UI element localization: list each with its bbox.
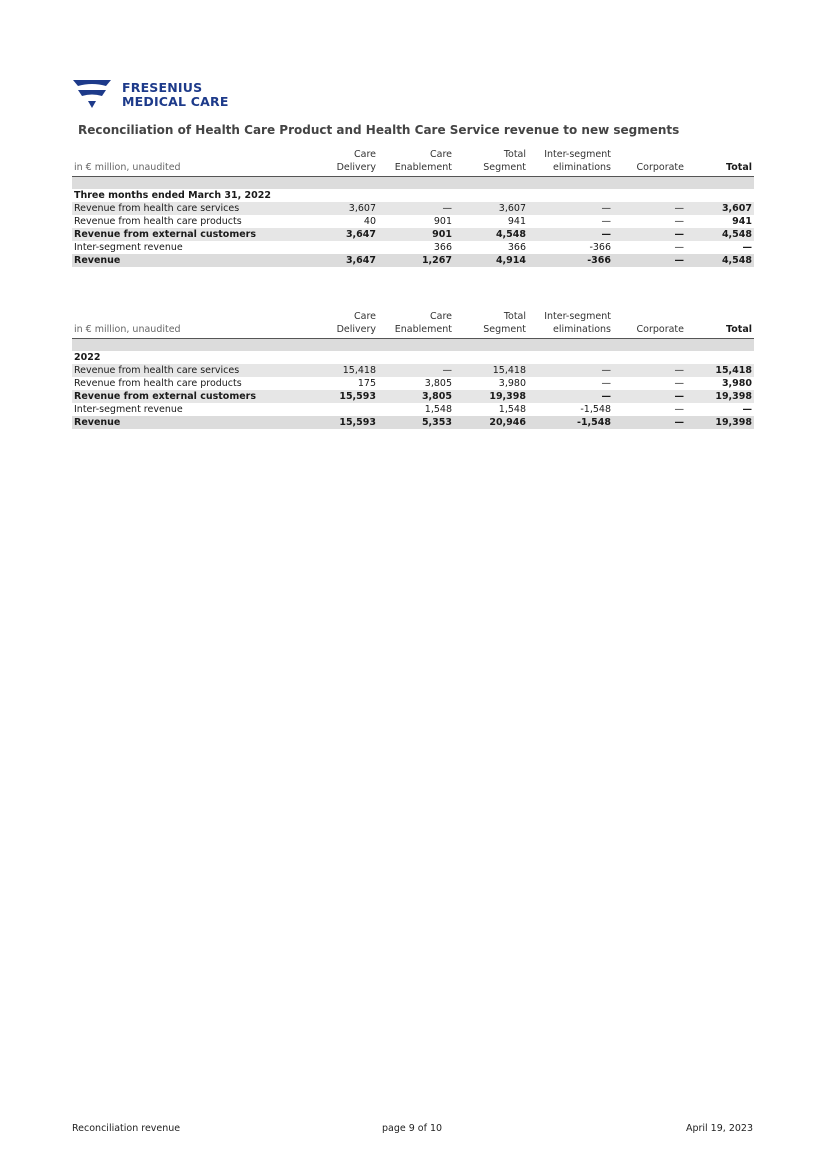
- fresenius-logo-icon: [72, 78, 112, 110]
- table-header-row: [72, 310, 754, 339]
- table-row: Revenue 3,647 1,267 4,914 -366 — 4,548: [74, 255, 752, 266]
- reconciliation-table-q1-2022: [72, 148, 754, 267]
- table-row: Revenue from external customers 3,647 901 4,548 — — 4,548: [74, 229, 752, 240]
- col-inter-segment: Inter-segment eliminations: [528, 148, 613, 177]
- section-heading: 2022: [74, 352, 101, 363]
- col-total: Total: [686, 310, 754, 339]
- page-title: Reconciliation of Health Care Product and Health Care Service revenue to new segments: [78, 123, 680, 137]
- footer-page-number: page 9 of 10: [382, 1123, 443, 1134]
- col-care-enablement: Care Enablement: [378, 148, 454, 177]
- footer-document-name: Reconciliation revenue: [72, 1123, 181, 1134]
- section-heading: Three months ended March 31, 2022: [74, 190, 271, 201]
- footer-date: April 19, 2023: [685, 1123, 753, 1134]
- col-total-segment: Total Segment: [454, 310, 528, 339]
- unit-label: in € million, unaudited: [72, 148, 326, 177]
- table-row: Inter-segment revenue 1,548 1,548 -1,548 — —: [74, 404, 752, 415]
- table-row: Revenue from external customers 15,593 3,805 19,398 — — 19,398: [74, 391, 752, 402]
- table-row: Inter-segment revenue 366 366 -366 — —: [74, 242, 752, 253]
- table-row: Revenue from health care services 15,418 — 15,418 — — 15,418: [74, 365, 752, 376]
- col-care-delivery: Care Delivery: [326, 310, 378, 339]
- table-row: Revenue from health care services 3,607 — 3,607 — — 3,607: [74, 203, 752, 214]
- logo-line-2: MEDICAL CARE: [122, 94, 229, 109]
- col-inter-segment: Inter-segment eliminations: [528, 310, 613, 339]
- table-row: Revenue 15,593 5,353 20,946 -1,548 — 19,398: [74, 417, 752, 428]
- unit-label: in € million, unaudited: [72, 310, 326, 339]
- table-row: Revenue from health care products 175 3,805 3,980 — — 3,980: [74, 378, 752, 389]
- col-corporate: Corporate: [613, 148, 686, 177]
- table-row: Revenue from health care products 40 901 941 — — 941: [74, 216, 752, 227]
- company-logo: [72, 78, 229, 110]
- logo-line-1: FRESENIUS: [122, 80, 203, 95]
- table-header-row: [72, 148, 754, 177]
- col-total: Total: [686, 148, 754, 177]
- col-care-enablement: Care Enablement: [378, 310, 454, 339]
- col-corporate: Corporate: [613, 310, 686, 339]
- col-care-delivery: Care Delivery: [326, 148, 378, 177]
- reconciliation-table-2022: [72, 310, 754, 429]
- col-total-segment: Total Segment: [454, 148, 528, 177]
